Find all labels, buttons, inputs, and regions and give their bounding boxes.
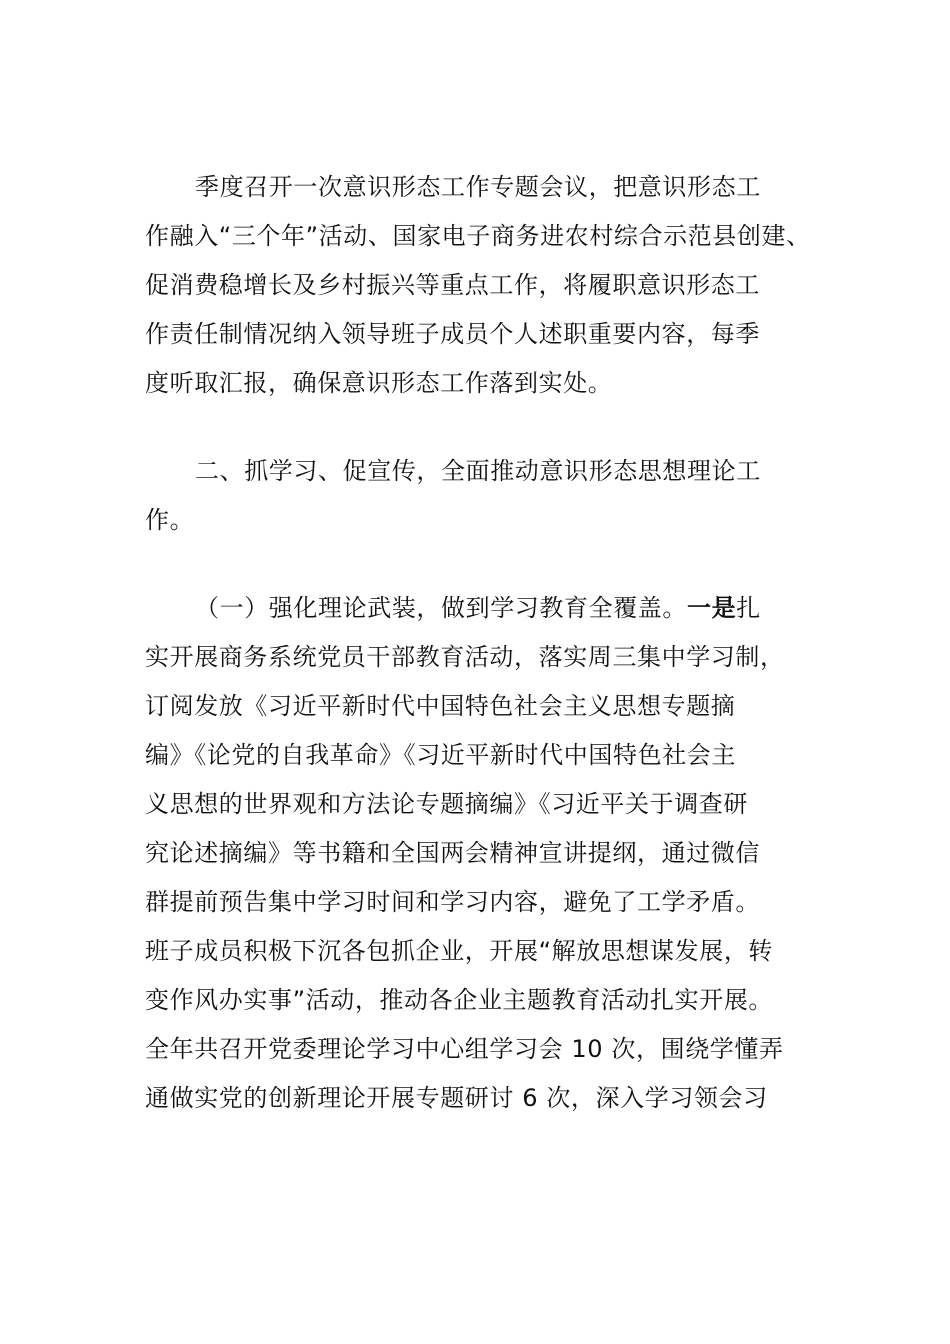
- text-line: 变作风办实事”活动，推动各企业主题教育活动扎实开展。: [145, 986, 774, 1014]
- subheading-text: （一）强化理论武装，做到学习教育全覆盖。: [195, 594, 687, 622]
- text-line: 究论述摘编》等书籍和全国两会精神宣讲提纲，通过微信: [145, 839, 760, 867]
- text-line: 季度召开一次意识形态工作专题会议，把意识形态工: [195, 173, 761, 201]
- text-line: 义思想的世界观和方法论专题摘编》《习近平关于调查研: [145, 790, 748, 818]
- text-line: 促消费稳增长及乡村振兴等重点工作，将履职意识形态工: [145, 271, 760, 299]
- bold-marker: 一是: [687, 594, 737, 622]
- text-line: 编》《论党的自我革命》《习近平新时代中国特色社会主: [145, 741, 736, 769]
- text-line: 全年共召开党委理论学习中心组学习会 10 次，围绕学懂弄: [145, 1035, 784, 1063]
- text-line: 实开展商务系统党员干部教育活动，落实周三集中学习制，: [145, 643, 785, 671]
- text-line: 作责任制情况纳入领导班子成员个人述职重要内容，每季: [145, 320, 760, 348]
- text-line: 群提前预告集中学习时间和学习内容，避免了工学矛盾。: [145, 888, 760, 916]
- text-continuation: 扎: [736, 594, 761, 622]
- text-line: 通做实党的创新理论开展专题研讨 6 次，深入学习领会习: [145, 1084, 768, 1112]
- subheading-line: [195, 593, 761, 623]
- heading-line: 二、抓学习、促宣传，全面推动意识形态思想理论工: [195, 457, 761, 485]
- text-line: 订阅发放《习近平新时代中国特色社会主义思想专题摘: [145, 692, 736, 720]
- text-line: 度听取汇报，确保意识形态工作落到实处。: [145, 369, 613, 397]
- text-line: 作融入“三个年”活动、国家电子商务进农村综合示范县创建、: [145, 222, 811, 250]
- heading-line: 作。: [145, 506, 195, 534]
- text-line: 班子成员积极下沉各包抓企业，开展“解放思想谋发展，转: [145, 937, 774, 965]
